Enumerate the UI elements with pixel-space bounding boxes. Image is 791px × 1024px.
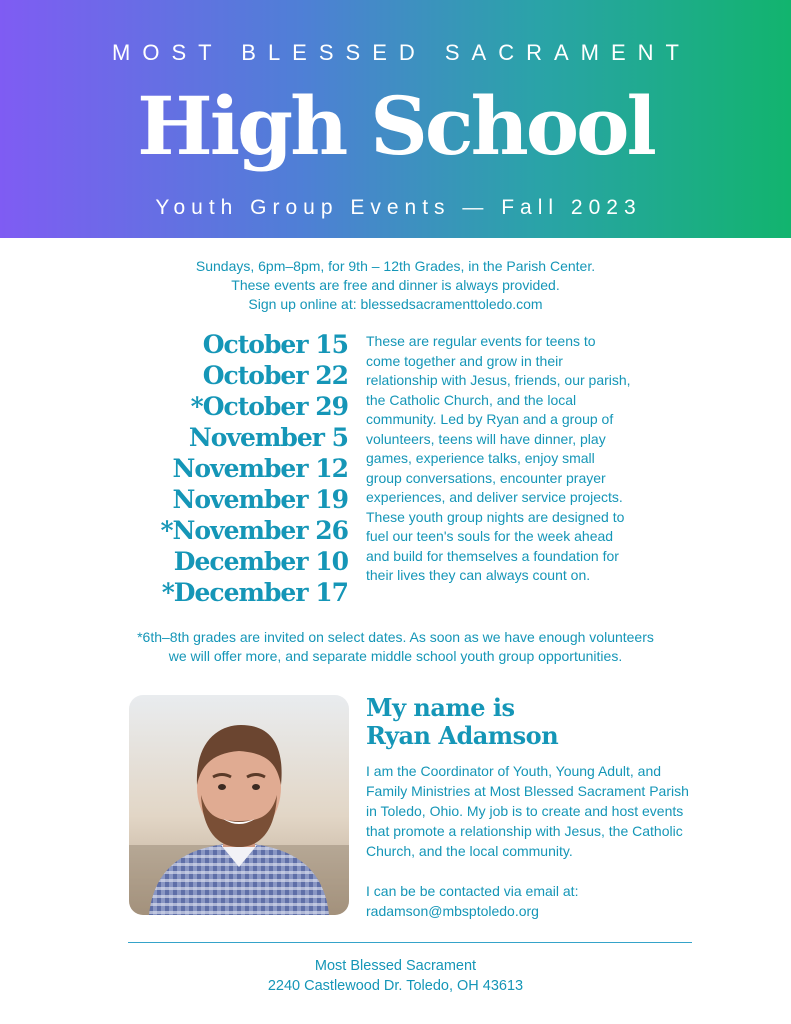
event-date: *December 17 [161,578,348,607]
intro-signup: Sign up online at: blessedsacramenttoledo.com [248,296,543,312]
coordinator-bio: I am the Coordinator of Youth, Young Adult, and Family Ministries at Most Blessed Sacrament Parish in Toledo, Ohio. My job is to create and host events that promote a relationship with Jesus, the Catholic Church, and the local community. [366,763,689,859]
event-date: October 22 [202,361,348,390]
event-dates-list [120,329,348,608]
intro-schedule: Sundays, 6pm–8pm, for 9th – 12th Grades, in the Parish Center. [195,258,596,274]
event-date: October 15 [202,330,348,359]
parish-name: MOST BLESSED SACRAMENT [112,40,691,65]
middle-school-note [0,628,791,666]
event-date: *November 26 [160,516,348,545]
event-date: November 12 [172,454,348,483]
page-title: High School [137,79,654,173]
intro-block [0,257,791,314]
note-line: we will offer more, and separate middle school youth group opportunities. [168,648,623,664]
header-banner [0,0,791,238]
coordinator-photo [129,695,349,915]
coordinator-heading [366,694,696,750]
footer-parish-name: Most Blessed Sacrament [314,958,477,974]
portrait-image [129,695,349,915]
note-line: *6th–8th grades are invited on select dates. As soon as we have enough volunteers [137,629,654,645]
event-description: These are regular events for teens to come together and grow in their relationship with Jesus, friends, our parish, the Catholic Church, and the local community. Led by Ryan and a group of volunteers, teens will have dinner, play games, experience talks, enjoy small group conversations, encounter prayer experiences, and deliver service projects. These youth group nights are designed to fuel our teen's souls for the week ahead and build for themselves a foundation for their lives they can always count on. [366,333,631,583]
contact-intro: I can be be contacted via email at: [366,883,579,899]
event-date: December 10 [173,547,348,576]
event-date: *October 29 [190,392,348,421]
footer-address: 2240 Castlewood Dr. Toledo, OH 43613 [267,978,524,994]
contact-email[interactable]: radamson@mbsptoledo.org [366,903,539,919]
event-date: November 19 [172,485,348,514]
footer [0,956,791,996]
page-subtitle: Youth Group Events — Fall 2023 [155,196,642,219]
coordinator-bio-block [366,761,696,921]
footer-divider [128,942,692,943]
coordinator-name: Ryan Adamson [366,721,559,750]
event-date: November 5 [188,423,348,452]
heading-line: My name is [366,693,515,722]
intro-free-dinner: These events are free and dinner is always provided. [231,277,560,293]
